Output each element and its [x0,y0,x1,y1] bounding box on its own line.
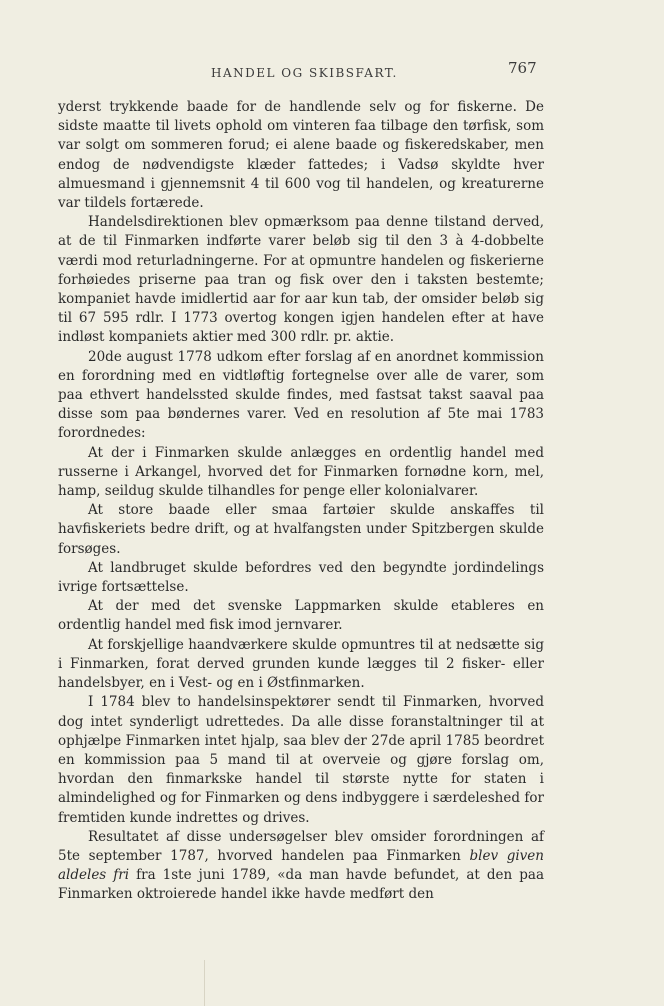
paragraph-resultatet-start: Resultatet af disse undersøgelser blev omsider forordningen af 5te september 1787, hvorved handelen paa Finmarken [58,828,544,864]
page-number: 767 [508,59,537,77]
paragraph-resultatet [58,828,544,905]
page-fold-shadow [204,960,205,1006]
running-head: HANDEL OG SKIBSFART. [211,66,398,80]
emphasis-free-trade: blev given aldeles fri [58,847,544,884]
paragraph-continuation: yderst trykkende baade for de handlende selv og for fiskerne. De sidste maatte til livets ophold om vinteren faa tilbage den tørfisk, som var solgt om sommeren forud; ei alene baade og fiskeredskaber, men endog de nødvendigste klæder fattedes; i Vadsø skyldte hver almuesmand i gjennemsnit 4 til 600 vog til handelen, og kreaturerne var tildels fortærede. [58,99,544,212]
body-text [58,98,544,905]
paragraph-fishing-boats: At store baade eller smaa fartøier skulde anskaffes til havfiskeriets bedre drift, og at hvalfangsten under Spitzbergen skulde forsøges. [58,502,544,557]
paragraph-lappmarken-trade: At der med det svenske Lappmarken skulde etableres en ordentlig handel med fisk imod jernvarer. [58,598,544,634]
paragraph-forordning-1778: 20de august 1778 udkom efter forslag af en anordnet kommission en forordning med en vidtløftig fortegnelse over alle de varer, som paa ethvert handelssted skulde findes, med fastsat takst saaval paa disse som paa bøndernes varer. Ved en resolution af 5te mai 1783 forordnedes: [58,348,544,442]
paragraph-inspectors-1784: I 1784 blev to handelsinspektører sendt til Finmarken, hvorved dog intet synderligt udrettedes. Da alle disse foranstaltninger til at ophjælpe Finmarken intet hjalp, saa blev der 27de april 1785 beordret en kommission paa 5 mand til at overveie og gjøre forslag om, hvordan den finmarkske handel til største nytte for staten i almindelighed og for Finmarken og dens indbyggere i særdeleshed for fremtiden kunde indrettes og drives. [58,694,544,826]
paragraph-resultatet-end: fra 1ste juni 1789, «da man havde befundet, at den paa Finmarken oktroierede handel ikke havde medført den [58,867,544,903]
paragraph-craftsmen: At forskjellige haandværkere skulde opmuntres til at nedsætte sig i Finmarken, forat derved grunden kunde lægges til 2 fisker- eller handelsbyer, en i Vest- og en i Østfinmarken. [58,636,544,692]
paragraph-agriculture: At landbruget skulde befordres ved den begyndte jordindelings ivrige fortsættelse. [58,559,544,596]
paragraph-russian-trade: At der i Finmarken skulde anlægges en ordentlig handel med russerne i Arkangel, hvorved det for Finmarken fornødne korn, mel, hamp, seildug skulde tilhandles for penge eller kolonialvarer. [58,444,544,500]
paragraph-handelsdirektionen: Handelsdirektionen blev opmærksom paa denne tilstand derved, at de til Finmarken indførte varer beløb sig til den 3 à 4-dobbelte værdi mod returladningerne. For at opmuntre handelen og fiskerierne forhøiedes priserne paa tran og fisk over den i taksten bestemte; kompaniet havde imidlertid aar for aar kun tab, der omsider beløb sig til 67 595 rdlr. I 1773 overtog kongen igjen handelen efter at have indløst kompaniets aktier med 300 rdlr. pr. aktie. [58,214,544,346]
